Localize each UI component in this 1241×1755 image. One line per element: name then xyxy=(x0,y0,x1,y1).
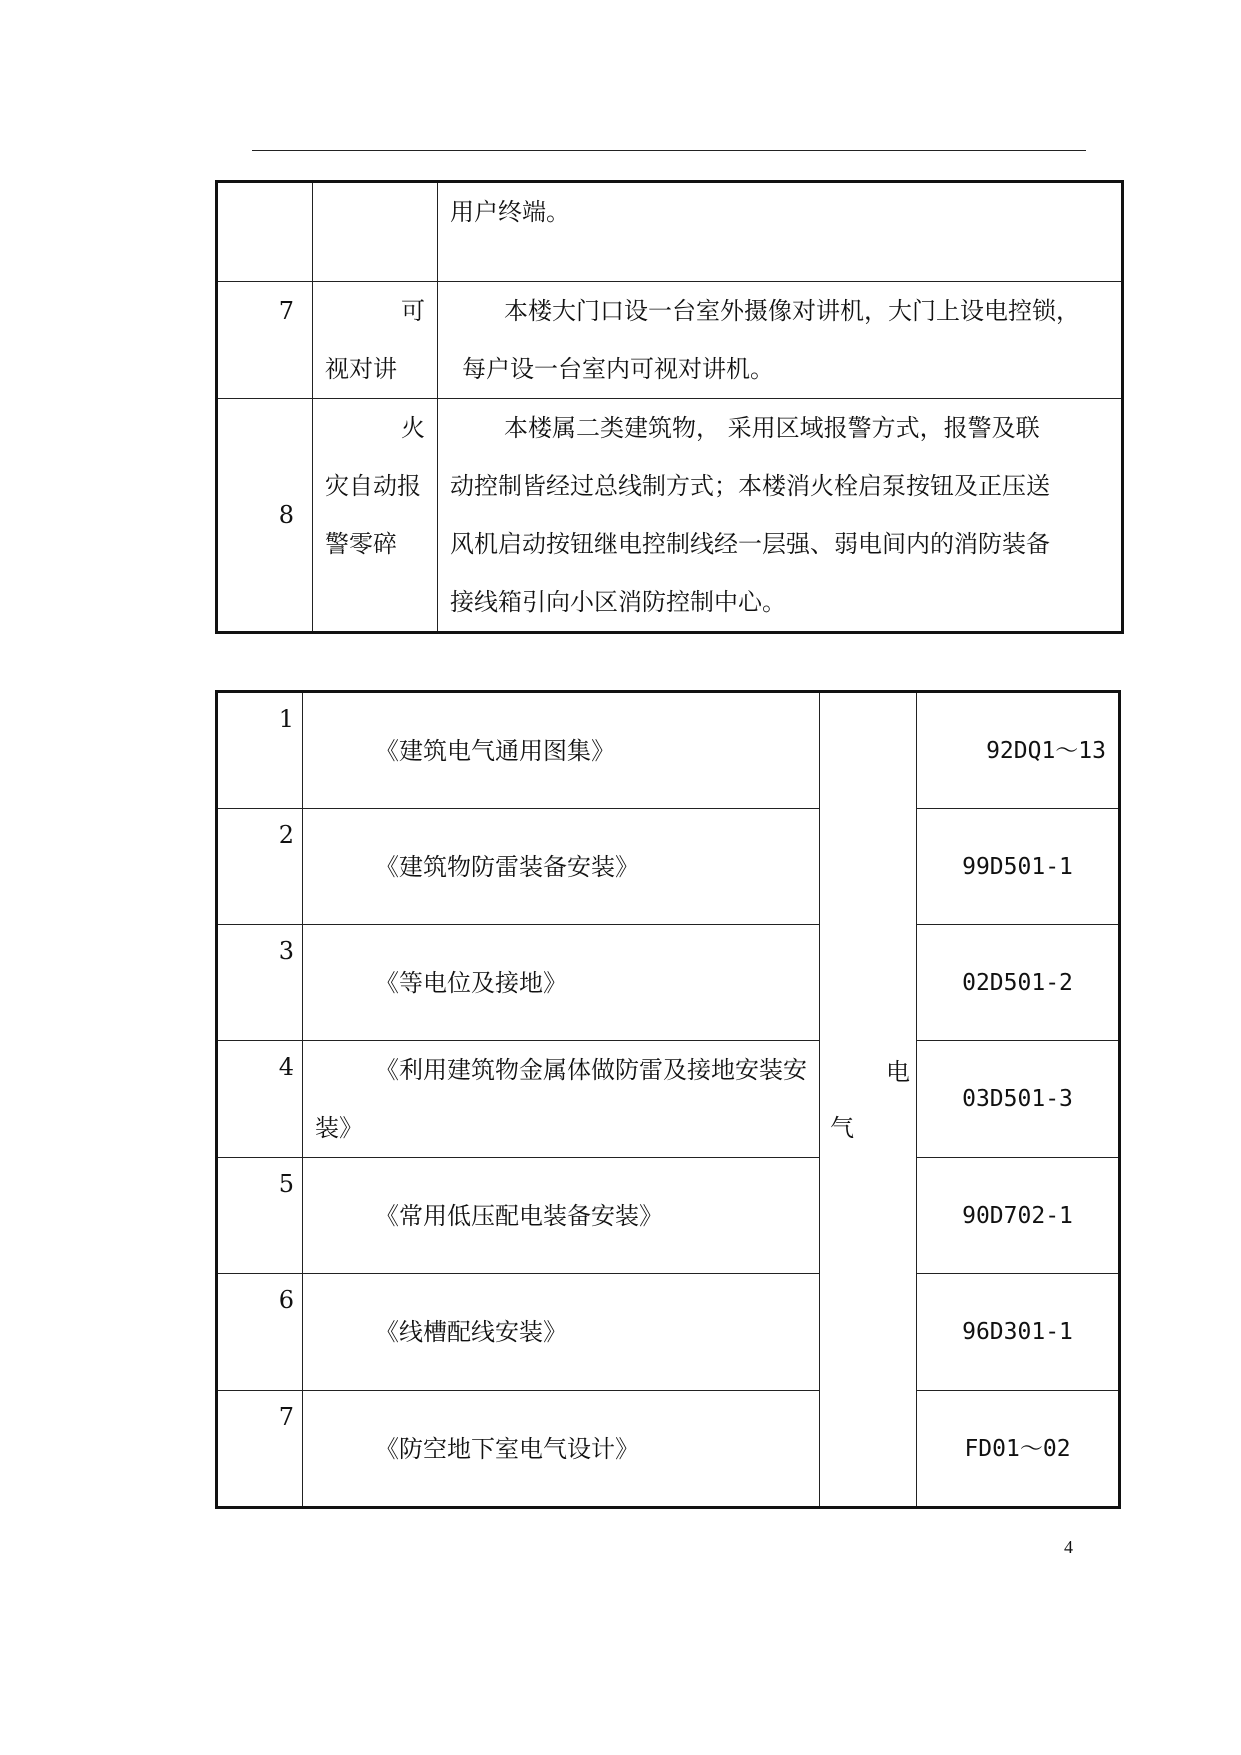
standard-code: 96D301-1 xyxy=(917,1274,1120,1391)
table-row xyxy=(217,1274,1120,1391)
desc-line: 每户设一台室内可视对讲机。 xyxy=(462,355,774,383)
desc-line: 动控制皆经过总线制方式；本楼消火栓启泵按钮及正压送 xyxy=(450,472,1050,500)
row-number: 3 xyxy=(217,925,303,1041)
standard-title xyxy=(303,692,820,809)
label-line: 灾自动报警零碎 xyxy=(325,472,421,558)
standard-code: 92DQ1～13 xyxy=(917,692,1120,809)
row-label xyxy=(313,182,438,282)
label-line: 火 xyxy=(401,414,425,442)
table-row xyxy=(217,925,1120,1041)
table-row xyxy=(217,692,1120,809)
table-row xyxy=(217,399,1123,633)
category-line: 电 xyxy=(886,1057,910,1086)
table-row xyxy=(217,282,1123,399)
table-row xyxy=(217,1041,1120,1158)
row-number: 1 xyxy=(217,692,303,809)
desc-line: 本楼大门口设一台室外摄像对讲机，大门上设电控锁， xyxy=(504,297,1080,325)
standard-code: 02D501-2 xyxy=(917,925,1120,1041)
standard-title xyxy=(303,1158,820,1274)
row-number: 6 xyxy=(217,1274,303,1391)
table-row xyxy=(217,809,1120,925)
standard-title xyxy=(303,1041,820,1158)
row-label xyxy=(313,282,438,399)
standard-code: FD01～02 xyxy=(917,1391,1120,1508)
row-description xyxy=(438,399,1123,633)
desc-line: 用户终端。 xyxy=(450,198,570,226)
row-number: 2 xyxy=(217,809,303,925)
title-text: 《线槽配线安装》 xyxy=(375,1318,567,1346)
standard-title xyxy=(303,1274,820,1391)
standard-title xyxy=(303,809,820,925)
row-number: 4 xyxy=(217,1041,303,1158)
row-number: 7 xyxy=(217,1391,303,1508)
standard-code: 99D501-1 xyxy=(917,809,1120,925)
title-text: 《建筑电气通用图集》 xyxy=(375,736,615,765)
title-text: 《建筑物防雷装备安装》 xyxy=(375,852,639,881)
page-number: 4 xyxy=(1064,1537,1073,1557)
desc-line: 风机启动按钮继电控制线经一层强、弱电间内的消防装备 xyxy=(450,530,1050,558)
title-text: 《防空地下室电气设计》 xyxy=(375,1434,639,1463)
table-row xyxy=(217,1391,1120,1508)
row-description xyxy=(438,182,1123,282)
row-description xyxy=(438,282,1123,399)
standard-code: 03D501-3 xyxy=(917,1041,1120,1158)
label-line: 可 xyxy=(401,297,425,325)
row-number xyxy=(217,182,313,282)
category-cell xyxy=(820,692,917,1508)
row-label xyxy=(313,399,438,633)
standard-code: 90D702-1 xyxy=(917,1158,1120,1274)
desc-line: 本楼属二类建筑物， 采用区域报警方式，报警及联 xyxy=(504,414,1040,442)
table-row xyxy=(217,1158,1120,1274)
standard-title xyxy=(303,925,820,1041)
standards-table xyxy=(215,690,1121,1509)
spec-table xyxy=(215,180,1124,634)
title-text: 《等电位及接地》 xyxy=(375,968,567,997)
label-line: 视对讲 xyxy=(325,355,397,383)
standard-title xyxy=(303,1391,820,1508)
table-row xyxy=(217,182,1123,282)
row-number: 5 xyxy=(217,1158,303,1274)
row-number: 7 xyxy=(217,282,313,399)
row-number: 8 xyxy=(217,399,313,633)
desc-line: 接线箱引向小区消防控制中心。 xyxy=(450,588,786,616)
header-rule xyxy=(252,150,1086,151)
title-text: 《常用低压配电装备安装》 xyxy=(375,1201,663,1230)
category-line: 气 xyxy=(830,1113,854,1142)
title-text: 《利用建筑物金属体做防雷及接地安装安装》 xyxy=(315,1056,807,1142)
